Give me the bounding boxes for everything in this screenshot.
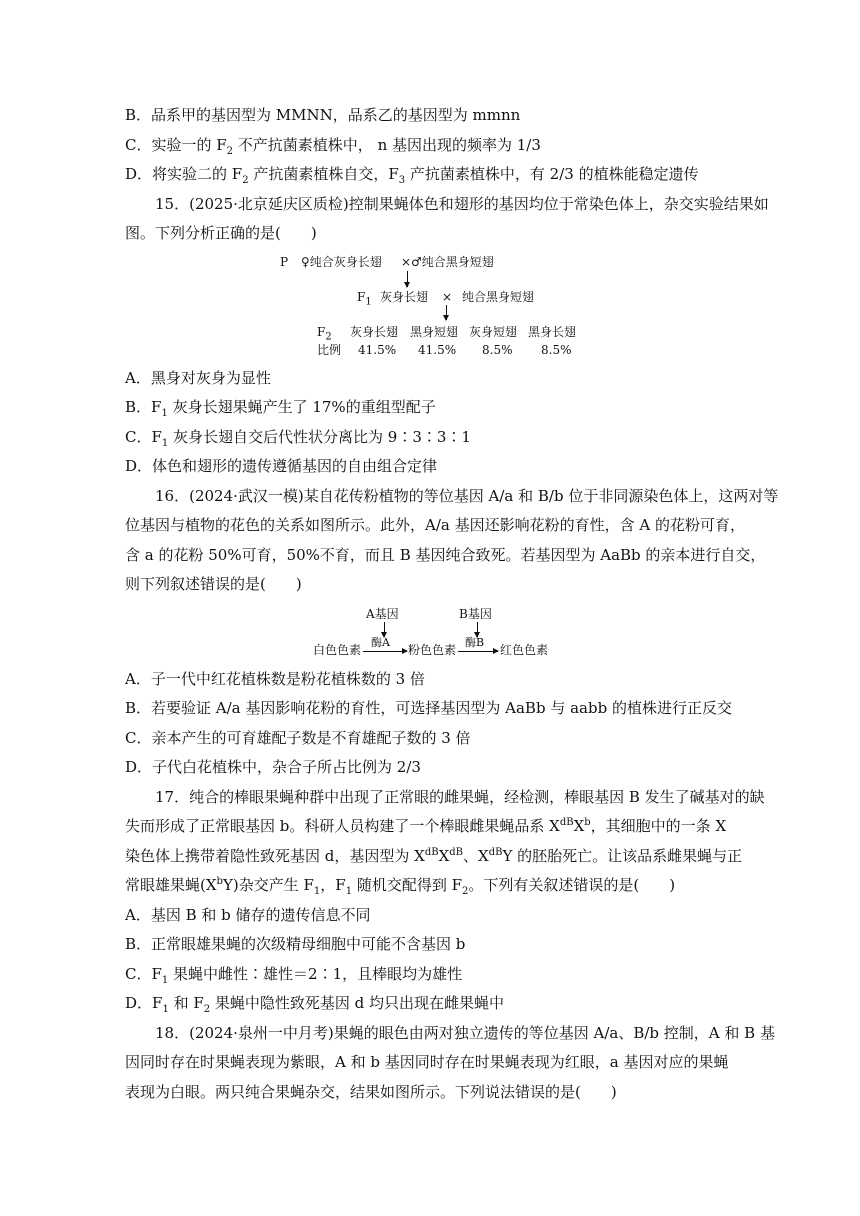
fig-ratio-label: 比例 [317,343,342,357]
q16-stem-line-2: 位基因与植物的花色的关系如图所示。此外，A/a 基因还影响花粉的育性，含 A 的花粉可育， [125,516,745,534]
q15-option-d: D．体色和翅形的遗传遵循基因的自由组合定律 [125,457,438,475]
q17-option-b: B．正常眼雄果蝇的次级精母细胞中可能不含基因 b [125,935,466,953]
fig-enzyme-a: 酶A [371,636,390,649]
fig-p-cross: × [401,255,412,269]
q16-option-a: A．子一代中红花植株数是粉花植株数的 3 倍 [125,670,425,688]
q18-stem-line-2: 因同时存在时果蝇表现为紫眼，A 和 b 基因同时存在时果蝇表现为红眼，a 基因对应的果蝇 [125,1053,729,1071]
fig-red-pigment: 红色色素 [500,643,549,657]
fig-f1-partner: 纯合黑身短翅 [462,290,535,304]
q17-stem-line-1: 17．纯合的棒眼果蝇种群中出现了正常眼的雌果蝇，经检测，棒眼基因 B 发生了碱基对的缺 [155,788,765,806]
q16-option-d: D．子代白花植株中，杂合子所占比例为 2/3 [125,758,421,776]
q17-stem-line-3: 染色体上携带着隐性致死基因 d，基因型为 $X^{dB}X^{dB}$、$X^{dB}Y$ 的胚胎死亡。让该品系雌果蝇与正 [125,847,743,865]
q16-option-c: C．亲本产生的可育雄配子数是不育雄配子数的 3 倍 [125,729,471,747]
fig-p-female: ♀纯合灰身长翅 [301,255,382,269]
fig-f2-phenotype-1: 灰身长翅 [350,325,399,339]
fig-ratio-2: 41.5% [418,343,457,357]
fig-p-label: P [280,255,289,269]
fig-ratio-3: 8.5% [482,343,513,357]
fig-f1-cross: × [442,290,453,304]
q15-option-a: A．黑身对灰身为显性 [125,369,271,387]
q16-option-b: B．若要验证 A/a 基因影响花粉的育性，可选择基因型为 AaBb 与 aabb 的植株进行正反交 [125,699,732,717]
fig-white-pigment: 白色色素 [313,643,362,657]
q17-option-a: A．基因 B 和 b 储存的遗传信息不同 [125,906,371,924]
fig-arrow-pink-red [458,651,498,652]
q14-option-d: D．将实验二的 $F_2$ 产抗菌素植株自交，$F_3$ 产抗菌素植株中，有 2/3 的植株能稳定遗传 [125,165,699,186]
q15-stem-line-1: 15．(2025·北京延庆区质检)控制果蝇体色和翅形的基因均位于常染色体上，杂交实验结果如 [155,195,769,213]
fig-arrow-p-f1 [407,271,408,287]
q17-option-c: C．$F_1$ 果蝇中雌性∶雄性＝2∶1，且棒眼均为雄性 [125,965,463,986]
fig-arrow-gene-b [477,622,478,637]
fig-f1-label: $F_1$ [357,290,372,308]
fig-f2-phenotype-4: 黑身长翅 [528,325,577,339]
fig-gene-b: B基因 [459,607,492,621]
fig-f1-item: 灰身长翅 [380,290,429,304]
q17-stem-line-2: 失而形成了正常眼基因 b。科研人员构建了一个棒眼雌果蝇品系 $X^{dB}X^b$，其细胞中的一条 X [125,817,727,835]
fig-ratio-4: 8.5% [541,343,572,357]
q17-option-d: D．$F_1$ 和 $F_2$ 果蝇中隐性致死基因 d 均只出现在雌果蝇中 [125,994,505,1015]
q15-option-b: B．$F_1$ 灰身长翅果蝇产生了 17%的重组型配子 [125,398,436,419]
fig-pink-pigment: 粉色色素 [408,643,457,657]
fig-arrow-white-pink [363,651,407,652]
q18-stem-line-1: 18．(2024·泉州一中月考)果蝇的眼色由两对独立遗传的等位基因 A/a、B/b 控制，A 和 B 基 [155,1024,775,1042]
q17-stem-line-4: 常眼雄果蝇$(X^bY)$杂交产生 $F_1$，$F_1$ 随机交配得到 $F_2$。下列有关叙述错误的是( ) [125,876,676,897]
fig-ratio-1: 41.5% [358,343,397,357]
q14-option-b: B．品系甲的基因型为 MMNN，品系乙的基因型为 mmnn [125,106,521,124]
fig-f2-label: $F_2$ [317,325,332,343]
fig-arrow-f1-f2 [446,305,447,320]
q18-stem-line-3: 表现为白眼。两只纯合果蝇杂交，结果如图所示。下列说法错误的是( ) [125,1083,617,1101]
fig-f2-phenotype-3: 灰身短翅 [469,325,518,339]
fig-enzyme-b: 酶B [465,636,485,649]
q16-stem-line-1: 16．(2024·武汉一模)某自花传粉植物的等位基因 A/a 和 B/b 位于非同源染色体上，这两对等 [155,487,779,505]
fig-p-male: ♂纯合黑身短翅 [411,255,494,269]
q15-option-c: C．$F_1$ 灰身长翅自交后代性状分离比为 9∶3∶3∶1 [125,428,471,449]
q16-stem-line-3: 含 a 的花粉 50%可育，50%不育，而且 B 基因纯合致死。若基因型为 AaBb 的亲本进行自交， [125,546,766,564]
q14-option-c: C．实验一的 $F_2$ 不产抗菌素植株中， n 基因出现的频率为 1/3 [125,136,541,157]
q15-stem-line-2: 图。下列分析正确的是( ) [125,224,317,242]
fig-arrow-gene-a [384,622,385,637]
q16-stem-line-4: 则下列叙述错误的是( ) [125,575,302,593]
fig-f2-phenotype-2: 黑身短翅 [410,325,459,339]
fig-gene-a: A基因 [366,607,399,621]
